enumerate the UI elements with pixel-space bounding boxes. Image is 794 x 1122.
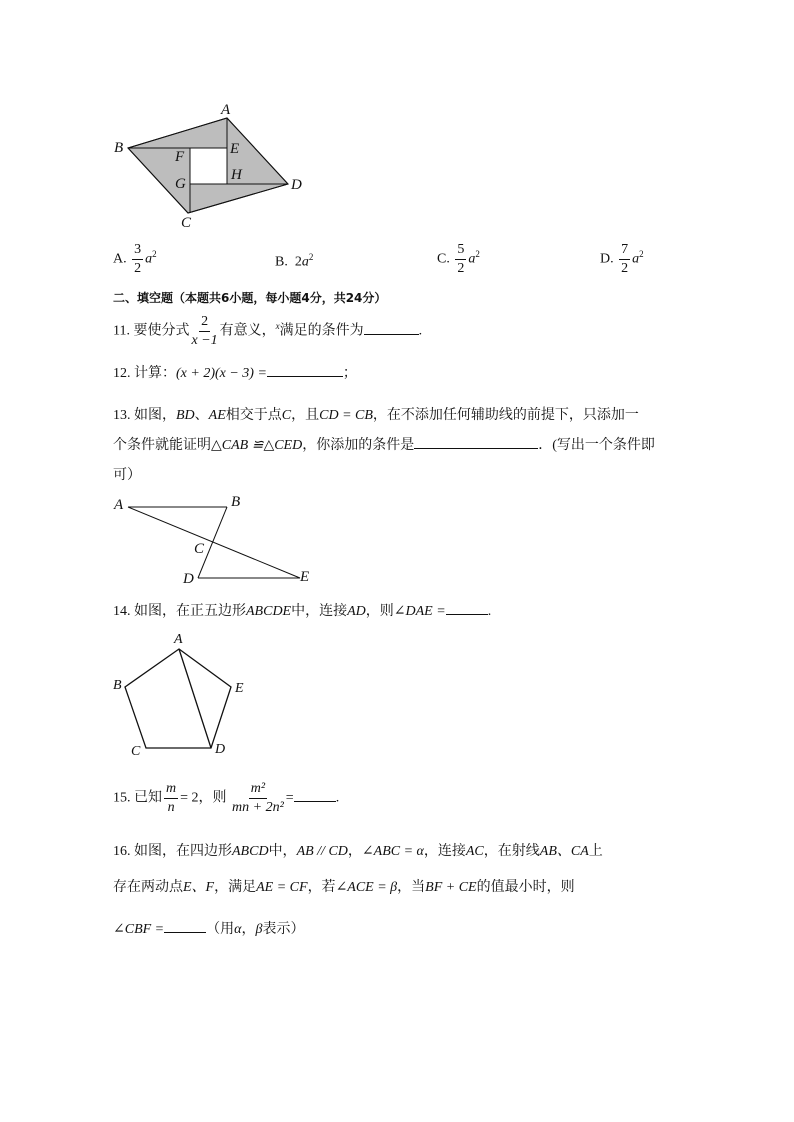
option-c-letter: C. (437, 251, 450, 267)
fig1-label-b: B (114, 140, 124, 156)
question-16-line1: 16. 如图，在四边形ABCD中，AB // CD，∠ABC = α，连接AC，在射线AB、CA上 (113, 844, 603, 859)
question-15: 15. 已知 $\frac{m}{n}$ = 2，则 $\frac{\text{m²}}{\text{mn + 2n²}}$ = . (113, 781, 340, 815)
q15-fraction-1: $\frac{m}{n}$ (166, 781, 177, 815)
fig1-label-h: H (231, 167, 242, 183)
figure-quadrilateral (110, 100, 320, 235)
fig1-label-a: A (221, 102, 231, 118)
fig3-label-c: C (131, 744, 141, 759)
fig2-label-d: D (183, 571, 194, 587)
section-title: 二、填空题（本题共6小题，每小题4分，共24分） (113, 291, 387, 305)
option-b-letter: B. (275, 254, 288, 270)
fig1-label-d: D (291, 177, 302, 193)
figure-pentagon (110, 635, 260, 760)
fig2-label-b: B (231, 494, 241, 510)
fig3-label-a: A (174, 632, 183, 647)
question-12: 12. 计算：(x + 2)(x − 3) = ； (113, 366, 357, 381)
question-16-line2: 存在两动点E、F，满足AE = CF，若∠ACE = β，当BF + CE的值最小时，则 (113, 880, 575, 895)
answer-blank-16[interactable] (164, 920, 206, 933)
question-13-line2: 个条件就能证明△CAB ≌△CED，你添加的条件是 ．(写出一个条件即 (113, 438, 655, 453)
fig1-label-e: E (230, 141, 240, 157)
option-d-fraction: $\frac{7}{2}$ (621, 242, 629, 276)
option-a-letter: A. (113, 251, 127, 267)
answer-blank-12[interactable] (267, 364, 343, 377)
option-c[interactable]: C. $\frac{5}{2}$ $a^2$ (437, 242, 480, 276)
q15-fraction-2: $\frac{\text{m²}}{\text{mn + 2n²}}$ (232, 781, 284, 815)
answer-blank-14[interactable] (446, 602, 488, 615)
option-b[interactable]: B. $2a^2$ (275, 252, 314, 270)
q11-fraction: $\frac{2}{x -1}$ (191, 314, 218, 348)
fig1-label-f: F (175, 149, 185, 165)
question-13-line1: 13. 如图，BD、AE相交于点C，且CD = CB，在不添加任何辅助线的前提下，只添加一 (113, 408, 639, 423)
figure-crossing-triangles (110, 495, 320, 590)
answer-blank-11[interactable] (364, 322, 419, 335)
question-14: 14. 如图，在正五边形ABCDE中，连接AD，则∠DAE = . (113, 604, 492, 619)
fig3-label-b: B (113, 678, 122, 693)
fig2-label-a: A (114, 497, 124, 513)
fig1-label-c: C (181, 215, 192, 231)
fig1-label-g: G (175, 176, 186, 192)
fig2-label-c: C (194, 541, 205, 557)
option-c-fraction: $\frac{5}{2}$ (457, 242, 465, 276)
fig2-label-e: E (300, 569, 310, 585)
fig3-label-e: E (235, 681, 244, 696)
fig3-label-d: D (215, 742, 226, 757)
option-d[interactable]: D. $\frac{7}{2}$ $a^2$ (600, 242, 644, 276)
option-a-fraction: $\frac{3}{2}$ (134, 242, 142, 276)
answer-blank-15[interactable] (294, 789, 336, 802)
answer-blank-13[interactable] (414, 436, 538, 449)
question-11: 11. 要使分式 $\frac{2}{x -1}$ 有意义，$^x$满足的条件为 . (113, 314, 423, 348)
question-13-line3: 可） (113, 468, 141, 483)
question-16-line3: ∠CBF = （用α，β表示） (113, 922, 305, 937)
option-a[interactable]: A. $\frac{3}{2}$ $a^2$ (113, 242, 157, 276)
option-d-letter: D. (600, 251, 614, 267)
